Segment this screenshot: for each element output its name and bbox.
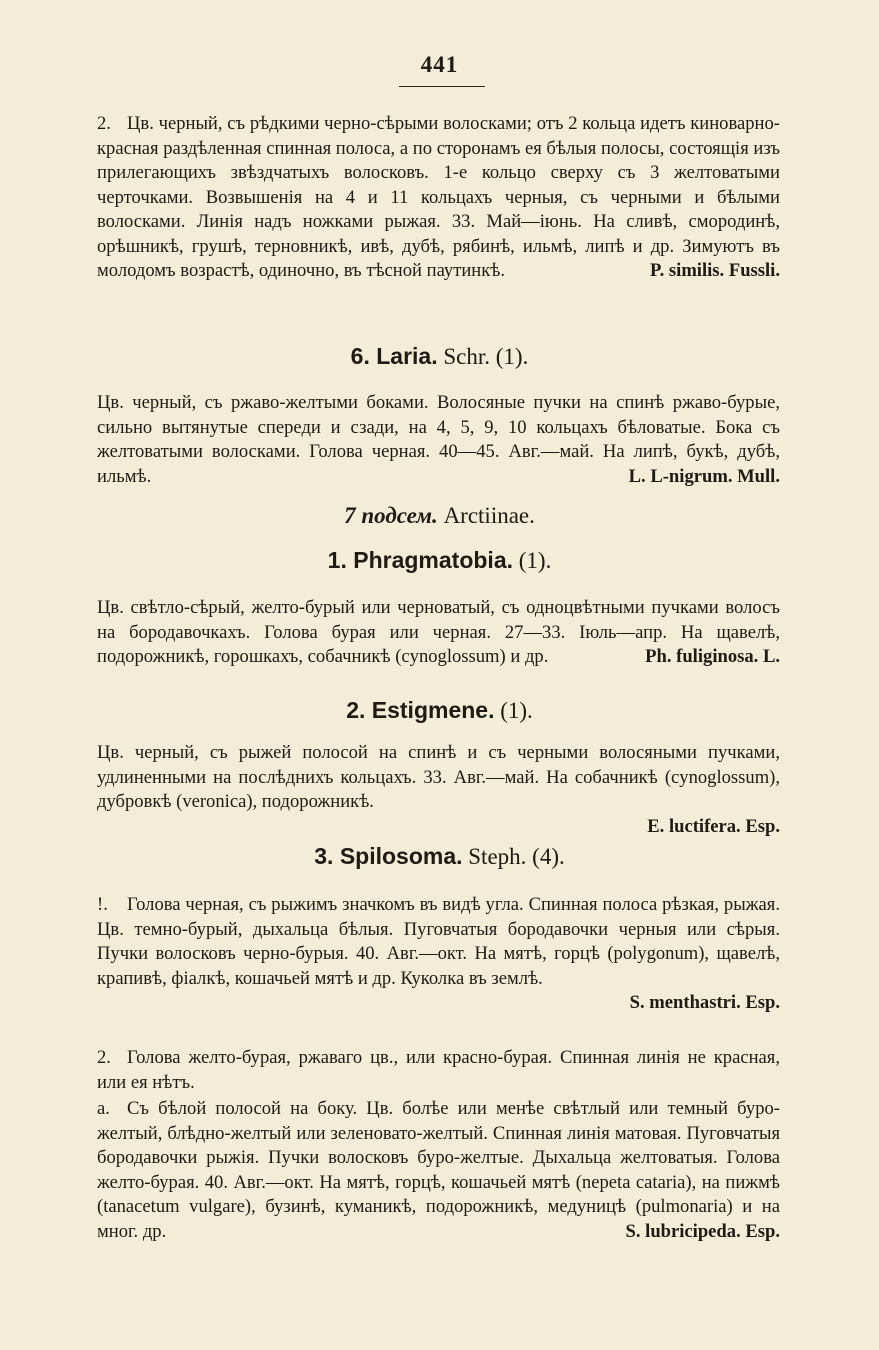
entry-similis bbox=[97, 112, 780, 284]
entry-lubricipeda bbox=[97, 1097, 780, 1244]
species-name: L. L-nigrum. Mull. bbox=[628, 465, 780, 487]
species-name: P. similis. Fussli. bbox=[649, 260, 780, 281]
entry-luctifera bbox=[97, 741, 780, 839]
species-name: S. menthastri. Esp. bbox=[629, 992, 780, 1013]
entry-text: Цв. черный, съ рѣдкими черно-сѣрыми волосками; отъ 2 кольца идетъ киноварно-красная раздѣленная спинная полоса, а по сторонамъ ея бѣлыя полосы, состоящія изъ прилегающихъ звѣздчатыхъ волосковъ. 1-е кольцо сверху съ 3 желтоватыми черточками. Возвышенія на 4 и 11 кольцахъ черныя, съ черными и бѣлыми волосками. Линія надъ ножками рыжая. 33. Май—іюнь. На сливѣ, смородинѣ, орѣшникѣ, грушѣ, терновникѣ, ивѣ, дубѣ, рябинѣ, ильмѣ, липѣ и др. Зимуютъ въ молодомъ возрастѣ, одиночно, въ тѣсной паутинкѣ. bbox=[97, 113, 780, 281]
genus-name: 3. Spilosoma. bbox=[314, 843, 463, 869]
subfamily-label: 7 подсем. bbox=[344, 503, 438, 528]
genus-heading-spilosoma bbox=[0, 843, 879, 870]
entry-text: Цв. черный, съ ржаво-желтыми боками. Волосяные пучки на спинѣ ржаво-бурые, сильно вытянутые спереди и сзади, на 4, 5, 9, 10 кольцахъ бѣловатые. Бока съ желтоватыми волосками. Голова черная. 40—45. Авг.—май. На липѣ, букѣ, дубѣ, ильмѣ. bbox=[97, 392, 780, 487]
genus-author: (1). bbox=[513, 548, 552, 573]
species-name: Ph. fuliginosa. L. bbox=[645, 646, 780, 667]
species-name: S. lubricipeda. Esp. bbox=[625, 1220, 780, 1242]
subfamily-heading bbox=[0, 503, 879, 529]
entry-number: !. bbox=[97, 894, 108, 915]
entry-number: 2. bbox=[97, 113, 111, 134]
genus-name: 1. Phragmatobia. bbox=[327, 547, 513, 573]
entry-number: 2. bbox=[97, 1047, 111, 1068]
species-name: E. luctifera. Esp. bbox=[647, 815, 780, 837]
genus-author: Schr. (1). bbox=[437, 344, 529, 369]
page-number: 441 bbox=[420, 52, 459, 77]
genus-heading-estigmene bbox=[0, 697, 879, 724]
entry-text: Съ бѣлой полосой на боку. Цв. болѣе или менѣе свѣтлый или темный буро-желтый, блѣдно-желтый или зеленовато-желтый. Спинная линія матовая. Пуговчатыя бородавочки рыжія. Пучки волосковъ буро-желтые. Дыхальца желтоватыя. Голова желто-бурая. 40. Авг.—окт. На мятѣ, горцѣ, кошачьей мятѣ (nepeta cataria), на пижмѣ (tanacetum vulgare), бузинѣ, куманикѣ, подорожникѣ, медуницѣ (pulmonaria) и на мног. др. bbox=[97, 1098, 780, 1242]
entry-menthastri bbox=[97, 893, 780, 1016]
genus-author: Steph. (4). bbox=[462, 844, 565, 869]
genus-heading-phragmatobia bbox=[0, 547, 879, 574]
genus-heading-laria bbox=[0, 343, 879, 370]
entry-fuliginosa bbox=[97, 596, 780, 670]
entry-l-nigrum bbox=[97, 391, 780, 489]
subfamily-name: Arctiinae. bbox=[437, 503, 535, 528]
entry-number: а. bbox=[97, 1098, 110, 1119]
entry-key-2 bbox=[97, 1046, 780, 1095]
entry-text: Голова желто-бурая, ржаваго цв., или красно-бурая. Спинная линія не красная, или ея нѣтъ. bbox=[97, 1047, 780, 1093]
genus-name: 2. Estigmene. bbox=[346, 697, 495, 723]
entry-text: Голова черная, съ рыжимъ значкомъ въ видѣ угла. Спинная полоса рѣзкая, рыжая. Цв. темно-бурый, дыхальца бѣлыя. Пуговчатыя бородавочки черныя или сѣрыя. Пучки волосковъ черно-бурыя. 40. Авг.—окт. На мятѣ, горцѣ (polygonum), щавелѣ, крапивѣ, фіалкѣ, кошачьей мятѣ и др. Куколка въ землѣ. bbox=[97, 894, 780, 989]
genus-author: (1). bbox=[494, 698, 533, 723]
entry-text: Цв. черный, съ рыжей полосой на спинѣ и съ черными волосяными пучками, удлиненными на послѣднихъ кольцахъ. 33. Авг.—май. На собачникѣ (cynoglossum), дубровкѣ (veronica), подорожникѣ. bbox=[97, 742, 780, 812]
genus-name: 6. Laria. bbox=[350, 343, 438, 369]
page-number-rule bbox=[399, 86, 485, 87]
entry-text: Цв. свѣтло-сѣрый, желто-бурый или черноватый, съ одноцвѣтными пучками волосъ на бородавочкахъ. Голова бурая или черная. 27—33. Іюль—апр. На щавелѣ, подорожникѣ, горошкахъ, собачникѣ (cynoglossum) и др. bbox=[97, 597, 780, 667]
